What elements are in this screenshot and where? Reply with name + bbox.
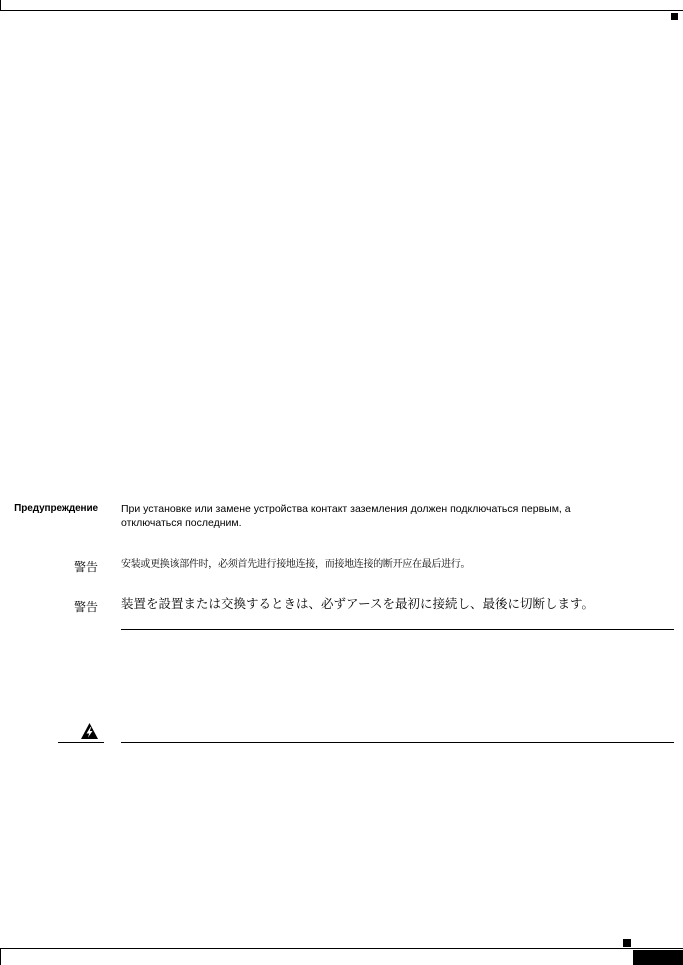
warning-text-russian	[121, 502, 661, 530]
warning-text-russian-line1: При установке или замене устройства контакт заземления должен подключаться первым, а	[121, 503, 571, 515]
warning-text-chinese: 安装或更换该部件时，必须首先进行接地连接，而接地连接的断开应在最后进行。	[121, 559, 471, 570]
footer-rule	[0, 948, 683, 949]
top-left-crop-mark	[0, 0, 1, 10]
warning-label-chinese: 警告	[73, 560, 98, 574]
page-number-tab	[633, 950, 683, 965]
warning-text-russian-line2: отключаться последним.	[121, 517, 242, 529]
warning-text-japanese: 装置を設置または交換するときは、必ずアースを最初に接続し、最後に切断します。	[121, 596, 595, 611]
header-rule	[0, 10, 683, 11]
caution-rule	[121, 742, 674, 743]
footer-marker	[623, 939, 631, 947]
caution-lightning-icon	[80, 722, 99, 740]
header-marker	[671, 13, 678, 20]
section-divider	[121, 629, 674, 630]
bottom-left-crop-mark	[0, 948, 1, 965]
warning-label-japanese: 警告	[73, 600, 98, 614]
warning-label-russian: Предупреждение	[14, 503, 98, 514]
caution-icon-underline	[58, 742, 104, 743]
